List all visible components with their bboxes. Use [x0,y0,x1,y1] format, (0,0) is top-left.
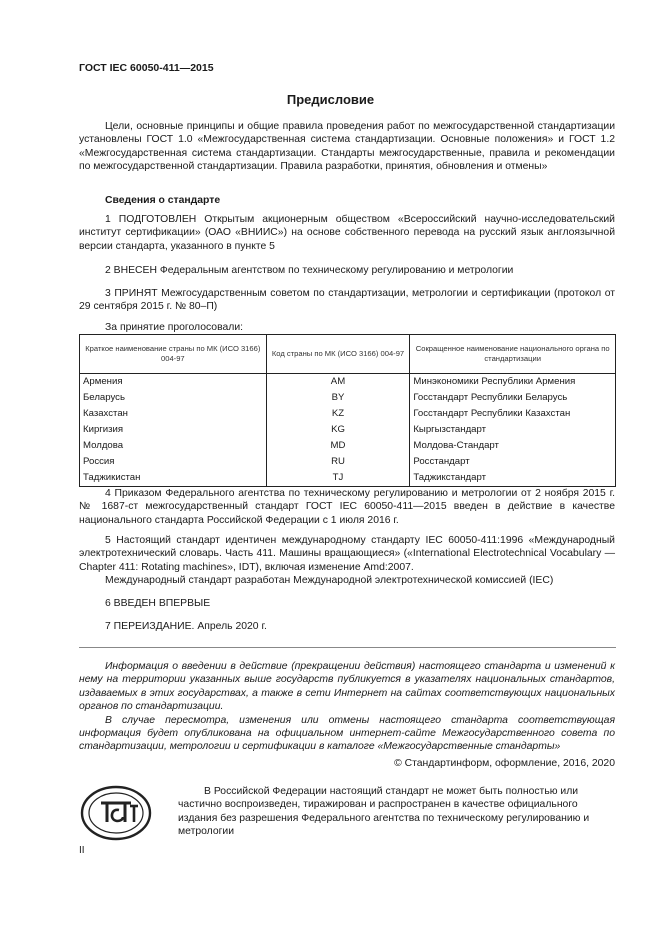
country-name: Армения [80,374,267,391]
item-4-order: 4 Приказом Федерального агентства по техническому регулированию и метрологии от 2 ноября 2015 г. № 1687-ст межгосударственный стандарт ГОСТ IEC 60050-411—2015 введен в действие в качестве национального стандарта Российской Федерации с 1 июля 2016 г. [79,488,615,526]
copyright-line: © Стандартинформ, оформление, 2016, 2020 [394,758,615,769]
info-block [79,660,615,754]
vote-label: За принятие проголосовали: [105,322,244,333]
table-header-row [80,335,616,374]
item-3-adopted: 3 ПРИНЯТ Межгосударственным советом по стандартизации, метрологии и сертификации (протокол от 29 сентября 2015 г. № 80–П) [79,288,615,313]
intro-paragraph [79,120,615,174]
country-name: Киргизия [80,422,267,438]
item-7-reissue: 7 ПЕРЕИЗДАНИЕ. Апрель 2020 г. [105,621,267,632]
intro-text: Цели, основные принципы и общие правила проведения работ по межгосударственной стандартизации установлены ГОСТ 1.0 «Межгосударственная система стандартизации. Основные положения» и ГОСТ 1.2 «Межгосударственная система стандартизации. Стандарты межгосударственные, правила и рекомендации по межгосударственной стандартизации. Правила разработки, принятия, обновления и отмены» [79,121,615,173]
section-heading: Сведения о стандарте [105,195,221,206]
separator-line [79,647,616,648]
info-revision-text: В случае пересмотра, изменения или отмены настоящего стандарта соответствующая информация будет опубликована на официальном интернет-сайте Межгосударственного совета по стандартизации, метрологии и сертификации в каталоге «Межгосударственные стандарты» [79,714,615,753]
header-country-code: Код страны по МК (ИСО 3166) 004-97 [266,335,410,374]
table-row [80,454,616,470]
table-row [80,406,616,422]
iec-developer-note: Международный стандарт разработан Международной электротехнической комиссией (IEC) [105,575,554,587]
header-country-name: Краткое наименование страны по МК (ИСО 3166) 004-97 [80,335,267,374]
page-number: II [79,845,85,856]
standards-body: Росстандарт [410,454,616,470]
country-code: RU [266,454,410,470]
rst-certification-mark-icon [79,784,153,847]
standards-body: Госстандарт Республики Казахстан [410,406,616,422]
voting-countries-table [79,334,616,487]
item-5-identical: 5 Настоящий стандарт идентичен международному стандарту IEC 60050-411:1996 «Международный электротехнический словарь. Часть 411. Машины вращающиеся» («International Electrotechnical Vocabulary — Chapter 411: Rotating machines», IDT), включая изменение Amd:2007. Международный стандарт разработан Международной электротехнической комиссией (IEC) [79,535,615,587]
country-code: AM [266,374,410,391]
table-row [80,470,616,487]
standards-body: Молдова-Стандарт [410,438,616,454]
standards-body: Кыргызстандарт [410,422,616,438]
table-row [80,374,616,391]
item-6-introduced-first: 6 ВВЕДЕН ВПЕРВЫЕ [105,598,211,609]
country-name: Казахстан [80,406,267,422]
country-code: BY [266,390,410,406]
table-row [80,438,616,454]
country-name: Беларусь [80,390,267,406]
country-name: Россия [80,454,267,470]
table-row [80,422,616,438]
country-code: TJ [266,470,410,487]
document-code-header: ГОСТ IEC 60050-411—2015 [79,62,214,74]
info-introduction-text: Информация о введении в действие (прекращении действия) настоящего стандарта и изменений к нему на территории указанных выше государств публикуется в указателях национальных стандартов, издаваемых в этих государствах, а также в сети Интернет на сайтах соответствующих национальных органов по стандартизации. [79,661,615,713]
item-1-prepared: 1 ПОДГОТОВЛЕН Открытым акционерным обществом «Всероссийский научно-исследовательский институт сертификации» (ОАО «ВНИИС») на основе собственного перевода на русский язык англоязычной версии стандарта, указанного в пункте 5 [79,214,615,252]
item-2-introduced: 2 ВНЕСЕН Федеральным агентством по техническому регулированию и метрологии [105,265,514,276]
country-code: KZ [266,406,410,422]
country-code: MD [266,438,410,454]
standards-body: Госстандарт Республики Беларусь [410,390,616,406]
page-title: Предисловие [286,92,375,107]
header-standards-body: Сокращенное наименование национального органа по стандартизации [410,335,616,374]
standards-body: Таджикстандарт [410,470,616,487]
country-name: Таджикистан [80,470,267,487]
reproduction-notice: В Российской Федерации настоящий стандарт не может быть полностью или частично воспроизведен, тиражирован и распространен в качестве официального издания без разрешения Федерального агентства по техническому регулированию и метрологии [178,786,590,838]
standards-body: Минэкономики Республики Армения [410,374,616,391]
table-row [80,390,616,406]
country-name: Молдова [80,438,267,454]
country-code: KG [266,422,410,438]
